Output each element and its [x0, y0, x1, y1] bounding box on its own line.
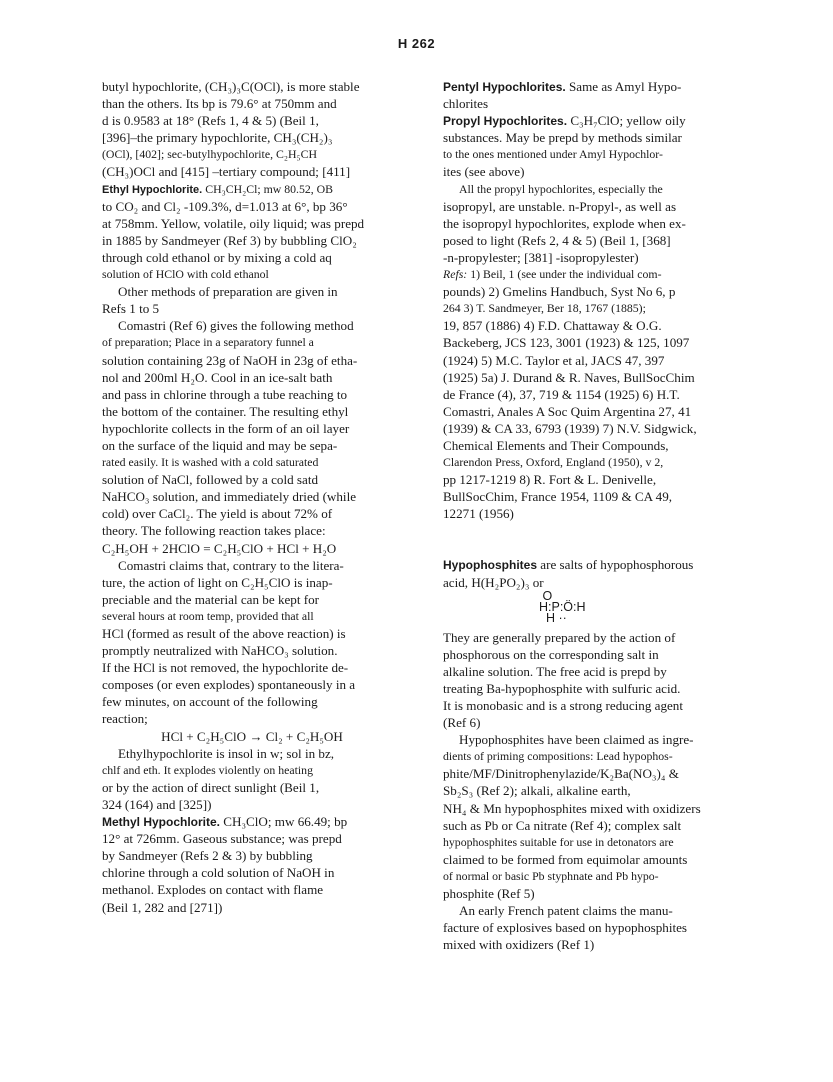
text-line: the bottom of the container. The resulting ethyl — [102, 403, 349, 419]
left-column — [102, 78, 402, 916]
text-line: the isopropyl hypochlorites, explode when ex- — [443, 215, 686, 231]
reaction-equation: HCl + C₂H₅ClO → Cl₂ + C₂H₅OH — [161, 728, 343, 744]
text-line: through cold ethanol or by mixing a cold aq — [102, 249, 332, 265]
text-line: ites (see above) — [443, 164, 525, 180]
text-line: -n-propylester; [381] -isopropylester) — [443, 249, 639, 265]
text-line: Backeberg, JCS 123, 3001 (1923) & 125, 1097 — [443, 335, 690, 351]
text-line: Other methods of preparation are given in — [118, 284, 338, 300]
structural-formula-block — [443, 588, 743, 629]
hypophosphorous-acid-structure: O H:P:Ö:H H ·· — [539, 588, 586, 625]
pentyl-hypochlorites-entry — [443, 78, 743, 95]
text-line: NaHCO₃ solution, and immediately dried (while — [102, 489, 357, 505]
text-line: at 758mm. Yellow, volatile, oily liquid; was prepd — [102, 215, 365, 231]
text-line: of normal or basic Pb styphnate and Pb hypo- — [443, 868, 659, 883]
text-line: such as Pb or Ca nitrate (Ref 4); complex salt — [443, 817, 682, 833]
text-span: Same as Amyl Hypo- — [568, 79, 682, 94]
text-line: It is monobasic and is a strong reducing agent — [443, 698, 683, 713]
text-line: (1939) & CA 33, 6793 (1939) 7) N.V. Sidgwick, — [443, 420, 697, 436]
text-line: (Beil 1, 282 and [271]) — [102, 899, 223, 915]
text-line: nol and 200ml H₂O. Cool in an ice-salt bath — [102, 369, 333, 385]
text-line: Comastri, Anales A Soc Quim Argentina 27, 41 — [443, 403, 692, 419]
text-line: promptly neutralized with NaHCO₃ solution. — [102, 643, 338, 659]
text-line: (OCl), [402]; sec-butylhypochlorite, C₂H₅CH — [102, 147, 317, 162]
text-line: alkaline solution. The free acid is prepd by — [443, 663, 667, 679]
spacer — [443, 539, 743, 556]
text-line: methanol. Explodes on contact with flame — [102, 882, 324, 898]
text-line: 324 (164) and [325]) — [102, 796, 212, 812]
propyl-hypochlorites-heading: Propyl Hypochlorites. — [443, 114, 568, 129]
text-line: de France (4), 37, 719 & 1154 (1925) 6) H.T. — [443, 386, 680, 402]
text-line: chlf and eth. It explodes violently on heating — [102, 762, 313, 777]
text-line: theory. The following reaction takes place: — [102, 523, 326, 539]
text-line: pounds) 2) Gmelins Handbuch, Syst No 6, p — [443, 284, 676, 300]
text-line: on the surface of the liquid and may be sepa- — [102, 437, 338, 453]
text-span: are salts of hypophosphorous — [540, 557, 694, 573]
text-line: All the propyl hypochlorites, especially the — [459, 181, 663, 196]
text-line: (1925) 5a) J. Durand & R. Naves, BullSocChim — [443, 369, 695, 385]
references-entry — [443, 266, 743, 283]
text-line: (CH₃)OCl and [415] –tertiary compound; [411] — [102, 164, 351, 180]
text-line: HCl (formed as result of the above reaction) is — [102, 626, 346, 641]
text-line: reaction; — [102, 711, 148, 727]
text-line: to CO₂ and Cl₂ -109.3%, d=1.013 at 6°, bp 36° — [102, 198, 348, 214]
methyl-hypochlorite-entry — [102, 813, 402, 830]
text-line: chlorine through a cold solution of NaOH in — [102, 865, 335, 881]
text-line: Comastri claims that, contrary to the litera- — [118, 557, 344, 573]
text-line: posed to light (Refs 2, 4 & 5) (Beil 1, [368] — [443, 232, 671, 248]
text-line: Hypophosphites have been claimed as ingre- — [459, 732, 694, 748]
right-column — [443, 78, 743, 953]
text-line: 12° at 726mm. Gaseous substance; was prepd — [102, 831, 342, 847]
text-line: of preparation; Place in a separatory funnel a — [102, 335, 314, 350]
text-line: treating Ba-hypophosphite with sulfuric acid. — [443, 680, 681, 696]
text-line: phosphorous on the corresponding salt in — [443, 646, 659, 662]
text-line: BullSocChim, France 1954, 1109 & CA 49, — [443, 489, 673, 505]
hypophosphites-heading: Hypophosphites — [443, 558, 538, 573]
text-line: Sb₂S₃ (Ref 2); alkali, alkaline earth, — [443, 783, 631, 799]
text-line: preciable and the material can be kept for — [102, 591, 320, 607]
propyl-hypochlorites-entry — [443, 112, 743, 129]
text-line: and pass in chlorine through a tube reaching to — [102, 386, 348, 402]
text-line: few minutes, on account of the following — [102, 694, 318, 710]
text-line: dients of priming compositions: Lead hypophos- — [443, 749, 673, 764]
text-line: than the others. Its bp is 79.6° at 750mm and — [102, 96, 337, 112]
text-line: to the ones mentioned under Amyl Hypochlor- — [443, 147, 663, 162]
text-line: Refs 1 to 5 — [102, 301, 160, 317]
methyl-hypochlorite-heading: Methyl Hypochlorite. — [102, 815, 221, 830]
text-line: phosphite (Ref 5) — [443, 886, 535, 902]
text-line: 12271 (1956) — [443, 506, 514, 522]
text-line: or by the action of direct sunlight (Beil 1, — [102, 779, 320, 795]
text-line: substances. May be prepd by methods similar — [443, 130, 682, 146]
text-line: solution containing 23g of NaOH in 23g of etha- — [102, 352, 358, 368]
text-line: facture of explosives based on hypophosphites — [443, 920, 687, 936]
text-line: NH₄ & Mn hypophosphites mixed with oxidizers — [443, 800, 701, 816]
text-line: d is 0.9583 at 18° (Refs 1, 4 & 5) (Beil 1, — [102, 113, 319, 129]
text-line: claimed to be formed from equimolar amounts — [443, 851, 688, 867]
text-line: phite/MF/Dinitrophenylazide/K₂Ba(NO₃)₄ & — [443, 766, 679, 782]
text-line: hypochlorite collects in the form of an oil layer — [102, 420, 350, 436]
text-line: [396]–the primary hypochlorite, CH₃(CH₂)₃ — [102, 130, 333, 146]
text-span: 1) Beil, 1 (see under the individual com- — [470, 267, 662, 282]
reaction-equation: C₂H₅OH + 2HClO = C₂H₅ClO + HCl + H₂O — [102, 540, 337, 556]
hypophosphites-entry — [443, 556, 743, 573]
text-line: acid, H(H₂PO₂)₃ or — [443, 574, 544, 590]
text-line: butyl hypochlorite, (CH₃)₃C(OCl), is more stable — [102, 79, 360, 94]
text-line: by Sandmeyer (Refs 2 & 3) by bubbling — [102, 848, 313, 864]
ethyl-hypochlorite-entry — [102, 181, 402, 198]
text-line: chlorites — [443, 96, 489, 112]
text-line: rated easily. It is washed with a cold saturated — [102, 455, 319, 470]
text-line: Ethylhypochlorite is insol in w; sol in bz, — [118, 745, 335, 761]
spacer — [443, 522, 743, 539]
text-span: CH₃CH₂Cl; mw 80.52, OB — [205, 181, 334, 196]
text-span: C₃H₇ClO; yellow oily — [570, 113, 686, 129]
pentyl-hypochlorites-heading: Pentyl Hypochlorites. — [443, 80, 566, 94]
text-line: ture, the action of light on C₂H₅ClO is inap- — [102, 574, 333, 590]
text-line: Comastri (Ref 6) gives the following method — [118, 318, 354, 334]
text-line: Chemical Elements and Their Compounds, — [443, 437, 669, 453]
text-line: in 1885 by Sandmeyer (Ref 3) by bubbling ClO₂ — [102, 232, 357, 248]
text-line: isopropyl, are unstable. n-Propyl-, as well as — [443, 198, 677, 214]
text-line: solution of HClO with cold ethanol — [102, 267, 269, 282]
text-line: hypophosphites suitable for use in detonators are — [443, 834, 674, 849]
text-line: An early French patent claims the manu- — [459, 903, 673, 919]
text-line: They are generally prepared by the action of — [443, 629, 676, 645]
refs-label: Refs: — [443, 267, 468, 282]
text-line: (1924) 5) M.C. Taylor et al, JACS 47, 397 — [443, 352, 665, 368]
text-line: several hours at room temp, provided that all — [102, 608, 314, 623]
text-line: cold) over CaCl₂. The yield is about 72% of — [102, 506, 333, 522]
text-line: pp 1217-1219 8) R. Fort & L. Denivelle, — [443, 472, 657, 488]
text-line: 264 3) T. Sandmeyer, Ber 18, 1767 (1885); — [443, 301, 646, 316]
text-line: mixed with oxidizers (Ref 1) — [443, 937, 595, 953]
text-line: Clarendon Press, Oxford, England (1950), v 2, — [443, 455, 664, 470]
text-line: (Ref 6) — [443, 715, 481, 731]
text-span: CH₃ClO; mw 66.49; bp — [223, 814, 348, 830]
text-line: composes (or even explodes) spontaneously in a — [102, 677, 356, 693]
page-header: H 262 — [397, 36, 436, 51]
text-line: solution of NaCl, followed by a cold satd — [102, 472, 319, 488]
text-line: If the HCl is not removed, the hypochlorite de- — [102, 660, 349, 676]
text-line: 19, 857 (1886) 4) F.D. Chattaway & O.G. — [443, 318, 662, 334]
ethyl-hypochlorite-heading: Ethyl Hypochlorite. — [102, 183, 203, 196]
